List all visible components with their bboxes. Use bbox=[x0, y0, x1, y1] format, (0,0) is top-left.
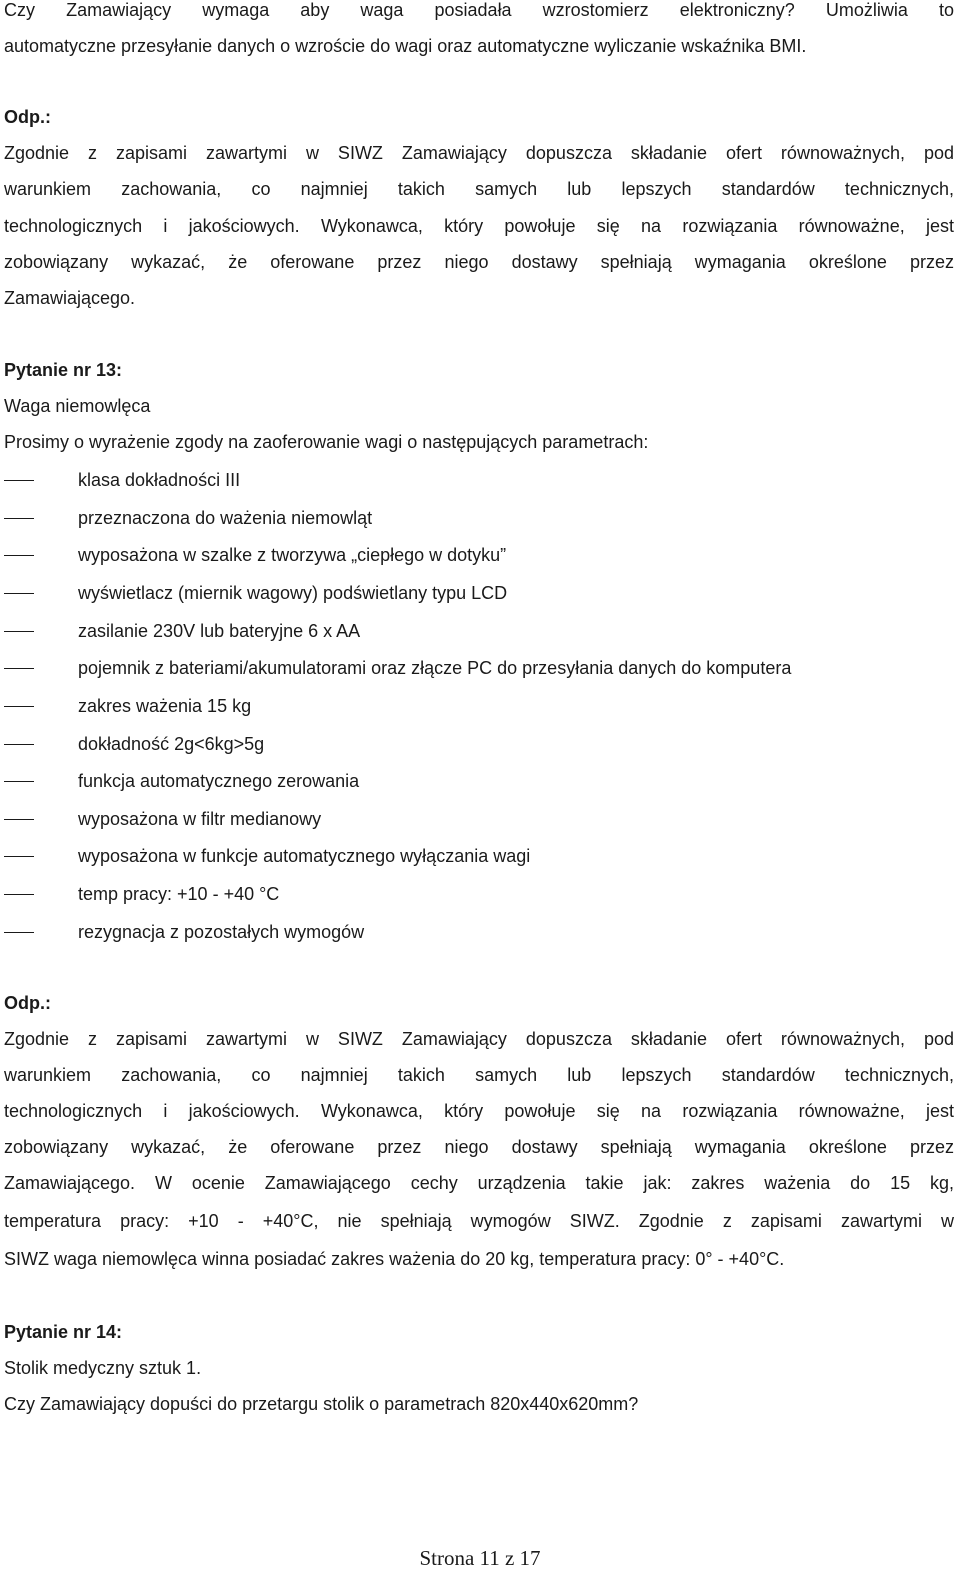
dash-icon bbox=[4, 668, 34, 669]
dash-icon bbox=[4, 744, 34, 745]
list-item: wyświetlacz (miernik wagowy) podświetlany typu LCD bbox=[78, 583, 508, 603]
answer13-line-6: temperatura pracy: +10 - +40°C, nie spełniają wymogów SIWZ. Zgodnie z zapisami zawartymi w bbox=[4, 1211, 954, 1231]
dash-icon bbox=[4, 894, 34, 895]
dash-icon bbox=[4, 480, 34, 481]
list-item: zasilanie 230V lub bateryjne 6 x AA bbox=[78, 621, 361, 641]
answer13-line-4: zobowiązany wykazać, że oferowane przez niego dostawy spełniają wymagania określone przez bbox=[4, 1137, 954, 1157]
dash-icon bbox=[4, 856, 34, 857]
dash-icon bbox=[4, 781, 34, 782]
list-item: wyposażona w funkcje automatycznego wyłączania wagi bbox=[78, 846, 531, 866]
question14-line-2: Czy Zamawiający dopuści do przetargu stolik o parametrach 820x440x620mm? bbox=[4, 1394, 639, 1414]
answer12-line-1: Zgodnie z zapisami zawartymi w SIWZ Zamawiający dopuszcza składanie ofert równoważnych, pod bbox=[4, 143, 954, 163]
answer13-line-1: Zgodnie z zapisami zawartymi w SIWZ Zamawiający dopuszcza składanie ofert równoważnych, pod bbox=[4, 1029, 954, 1049]
list-item: dokładność 2g<6kg>5g bbox=[78, 734, 265, 754]
dash-icon bbox=[4, 518, 34, 519]
list-item: zakres ważenia 15 kg bbox=[78, 696, 252, 716]
question14-heading: Pytanie nr 14: bbox=[4, 1322, 123, 1342]
question13-intro: Prosimy o wyrażenie zgody na zaoferowanie wagi o następujących parametrach: bbox=[4, 432, 649, 452]
list-item: klasa dokładności III bbox=[78, 470, 241, 490]
answer13-line-5: Zamawiającego. W ocenie Zamawiającego cechy urządzenia takie jak: zakres ważenia do 15 kg, bbox=[4, 1173, 954, 1193]
page-number: Strona 11 z 17 bbox=[419, 1546, 541, 1570]
answer13-line-3: technologicznych i jakościowych. Wykonawca, który powołuje się na rozwiązania równoważne, jest bbox=[4, 1101, 954, 1121]
intro-line-2: automatyczne przesyłanie danych o wzroście do wagi oraz automatyczne wyliczanie wskaźnika BMI. bbox=[4, 36, 807, 56]
dash-icon bbox=[4, 706, 34, 707]
list-item: funkcja automatycznego zerowania bbox=[78, 771, 360, 791]
question13-subject: Waga niemowlęca bbox=[4, 396, 151, 416]
answer12-line-5: Zamawiającego. bbox=[4, 288, 136, 308]
dash-icon bbox=[4, 932, 34, 933]
list-item: przeznaczona do ważenia niemowląt bbox=[78, 508, 373, 528]
answer12-heading: Odp.: bbox=[4, 107, 51, 127]
dash-icon bbox=[4, 631, 34, 632]
intro-line-1: Czy Zamawiający wymaga aby waga posiadała wzrostomierz elektroniczny? Umożliwia to bbox=[4, 0, 954, 20]
answer12-line-4: zobowiązany wykazać, że oferowane przez niego dostawy spełniają wymagania określone przez bbox=[4, 252, 954, 272]
list-item: wyposażona w filtr medianowy bbox=[78, 809, 322, 829]
list-item: rezygnacja z pozostałych wymogów bbox=[78, 922, 365, 942]
answer13-line-2: warunkiem zachowania, co najmniej takich samych lub lepszych standardów technicznych, bbox=[4, 1065, 954, 1085]
list-item: temp pracy: +10 - +40 °C bbox=[78, 884, 280, 904]
answer13-line-7: SIWZ waga niemowlęca winna posiadać zakres ważenia do 20 kg, temperatura pracy: 0° - +40°C. bbox=[4, 1249, 785, 1269]
dash-icon bbox=[4, 819, 34, 820]
answer12-line-3: technologicznych i jakościowych. Wykonawca, który powołuje się na rozwiązania równoważne, jest bbox=[4, 216, 954, 236]
answer13-heading: Odp.: bbox=[4, 993, 51, 1013]
list-item: pojemnik z bateriami/akumulatorami oraz złącze PC do przesyłania danych do komputera bbox=[78, 658, 792, 678]
dash-icon bbox=[4, 555, 34, 556]
dash-icon bbox=[4, 593, 34, 594]
question14-line-1: Stolik medyczny sztuk 1. bbox=[4, 1358, 202, 1378]
list-item: wyposażona w szalke z tworzywa „ciepłego w dotyku” bbox=[78, 545, 507, 565]
answer12-line-2: warunkiem zachowania, co najmniej takich samych lub lepszych standardów technicznych, bbox=[4, 179, 954, 199]
question13-heading: Pytanie nr 13: bbox=[4, 360, 123, 380]
